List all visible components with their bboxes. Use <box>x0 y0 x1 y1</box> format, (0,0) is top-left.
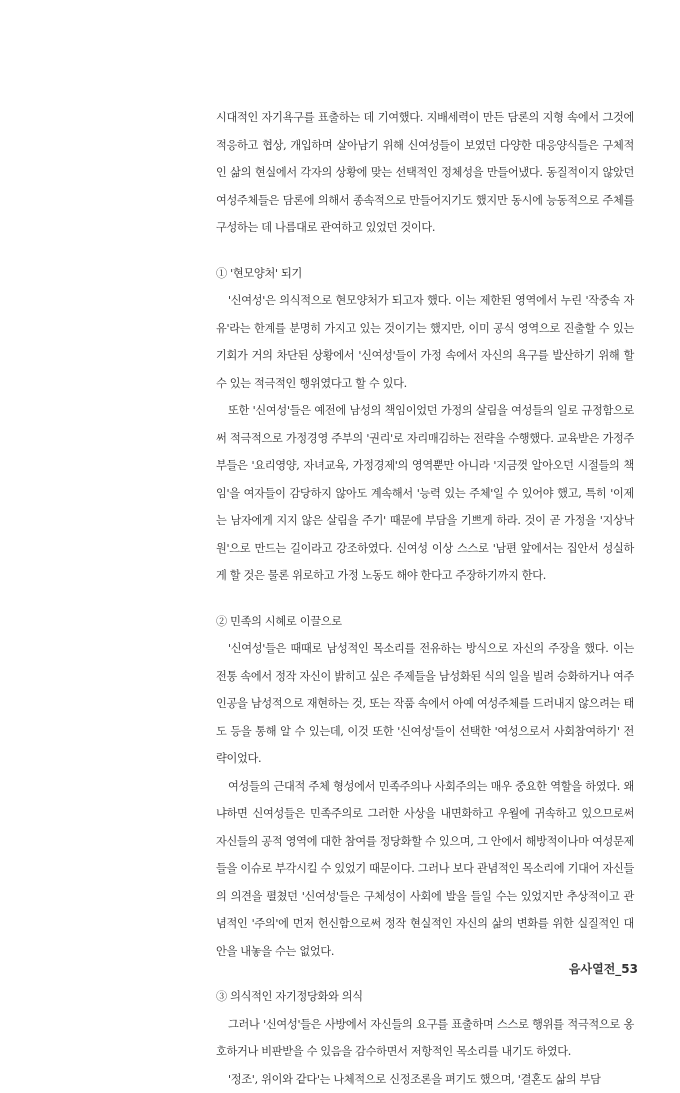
page-number: 음사열전_53 <box>569 960 638 977</box>
section2-paragraph-1: '신여성'들은 때때로 남성적인 목소리를 전유하는 방식으로 자신의 주장을 했다. 이는 전통 속에서 정작 자신이 밝히고 싶은 주제들을 남성화된 식의 일을 빌려 승화하거나 여주인공을 남성적으로 재현하는 것, 또는 작품 속에서 아예 여성주체를 드러내지 않으려는 태도 등을 통해 알 수 있는데, 이것 또한 '신여성'들이 선택한 '여성으로서 사회참여하기' 전략이었다. <box>216 635 634 773</box>
section1-paragraph-1: '신여성'은 의식적으로 현모양처가 되고자 했다. 이는 제한된 영역에서 누린 '작중속 자유'라는 한계를 분명히 가지고 있는 것이기는 했지만, 이미 공식 영역으로 진출할 수 있는 기회가 거의 차단된 상황에서 '신여성'들이 가정 속에서 자신의 욕구를 발산하기 위해 할 수 있는 적극적인 행위였다고 할 수 있다. <box>216 287 634 397</box>
section1-heading: ① '현모양처' 되기 <box>216 260 634 288</box>
section3-heading: ③ 의식적인 자기정당화와 의식 <box>216 983 634 1011</box>
section1-paragraph-2: 또한 '신여성'들은 예전에 남성의 책임이었던 가정의 살림을 여성들의 일로 규정함으로써 적극적으로 가정경영 주부의 '권리'로 자리매김하는 전략을 수행했다. 교육받은 가정주부들은 '요리영양, 자녀교육, 가정경제'의 영역뿐만 아니라 '지금껏 알아오던 시절들의 책임'을 여자들이 감당하지 않아도 계속해서 '능력 있는 주체'일 수 있어야 했고, 특히 '이제는 남자에게 지지 않은 살림을 주기' 때문에 부담을 기쁘게 하라. 것이 곧 가정을 '지상낙원'으로 만드는 길이라고 강조하였다. 신여성 이상 스스로 '남편 앞에서는 집안서 성실하게 할 것은 물론 위로하고 가정 노동도 해야 한다고 주장하기까지 한다. <box>216 397 634 590</box>
section3-paragraph-1: 그러나 '신여성'들은 사방에서 자신들의 요구를 표출하며 스스로 행위를 적극적으로 옹호하거나 비판받을 수 있음을 감수하면서 저항적인 목소리를 내기도 하였다. <box>216 1011 634 1066</box>
intro-paragraph: 시대적인 자기욕구를 표출하는 데 기여했다. 지배세력이 만든 담론의 지형 속에서 그것에 적응하고 협상, 개입하며 살아남기 위해 신여성들이 보였던 다양한 대응양식들은 구체적인 삶의 현실에서 각자의 상황에 맞는 선택적인 정체성을 만들어냈다. 동질적이지 않았던 여성주체들은 담론에 의해서 종속적으로 만들어지기도 했지만 동시에 능동적으로 주체를 구성하는 데 나름대로 관여하고 있었던 것이다. <box>216 104 634 242</box>
section2-paragraph-2: 여성들의 근대적 주체 형성에서 민족주의나 사회주의는 매우 중요한 역할을 하였다. 왜냐하면 신여성들은 민족주의로 그러한 사상을 내면화하고 우월에 귀속하고 있으므로써 자신들의 공적 영역에 대한 참여를 정당화할 수 있으며, 그 안에서 해방적이나마 여성문제들을 이슈로 부각시킬 수 있었기 때문이다. 그러나 보다 관념적인 목소리에 기대어 자신들의 의견을 펼쳤던 '신여성'들은 구체성이 사회에 발을 들일 수는 있었지만 추상적이고 관념적인 '주의'에 먼저 헌신함으로써 정작 현실적인 자신의 삶의 변화를 위한 실질적인 대안을 내놓을 수는 없었다. <box>216 773 634 966</box>
section2-heading: ② 민족의 시혜로 이끌으로 <box>216 608 634 636</box>
section3-paragraph-2: '정조', 위이와 같다'는 나체적으로 신정조론을 펴기도 했으며, '결혼도 삶의 부담 <box>216 1066 634 1093</box>
